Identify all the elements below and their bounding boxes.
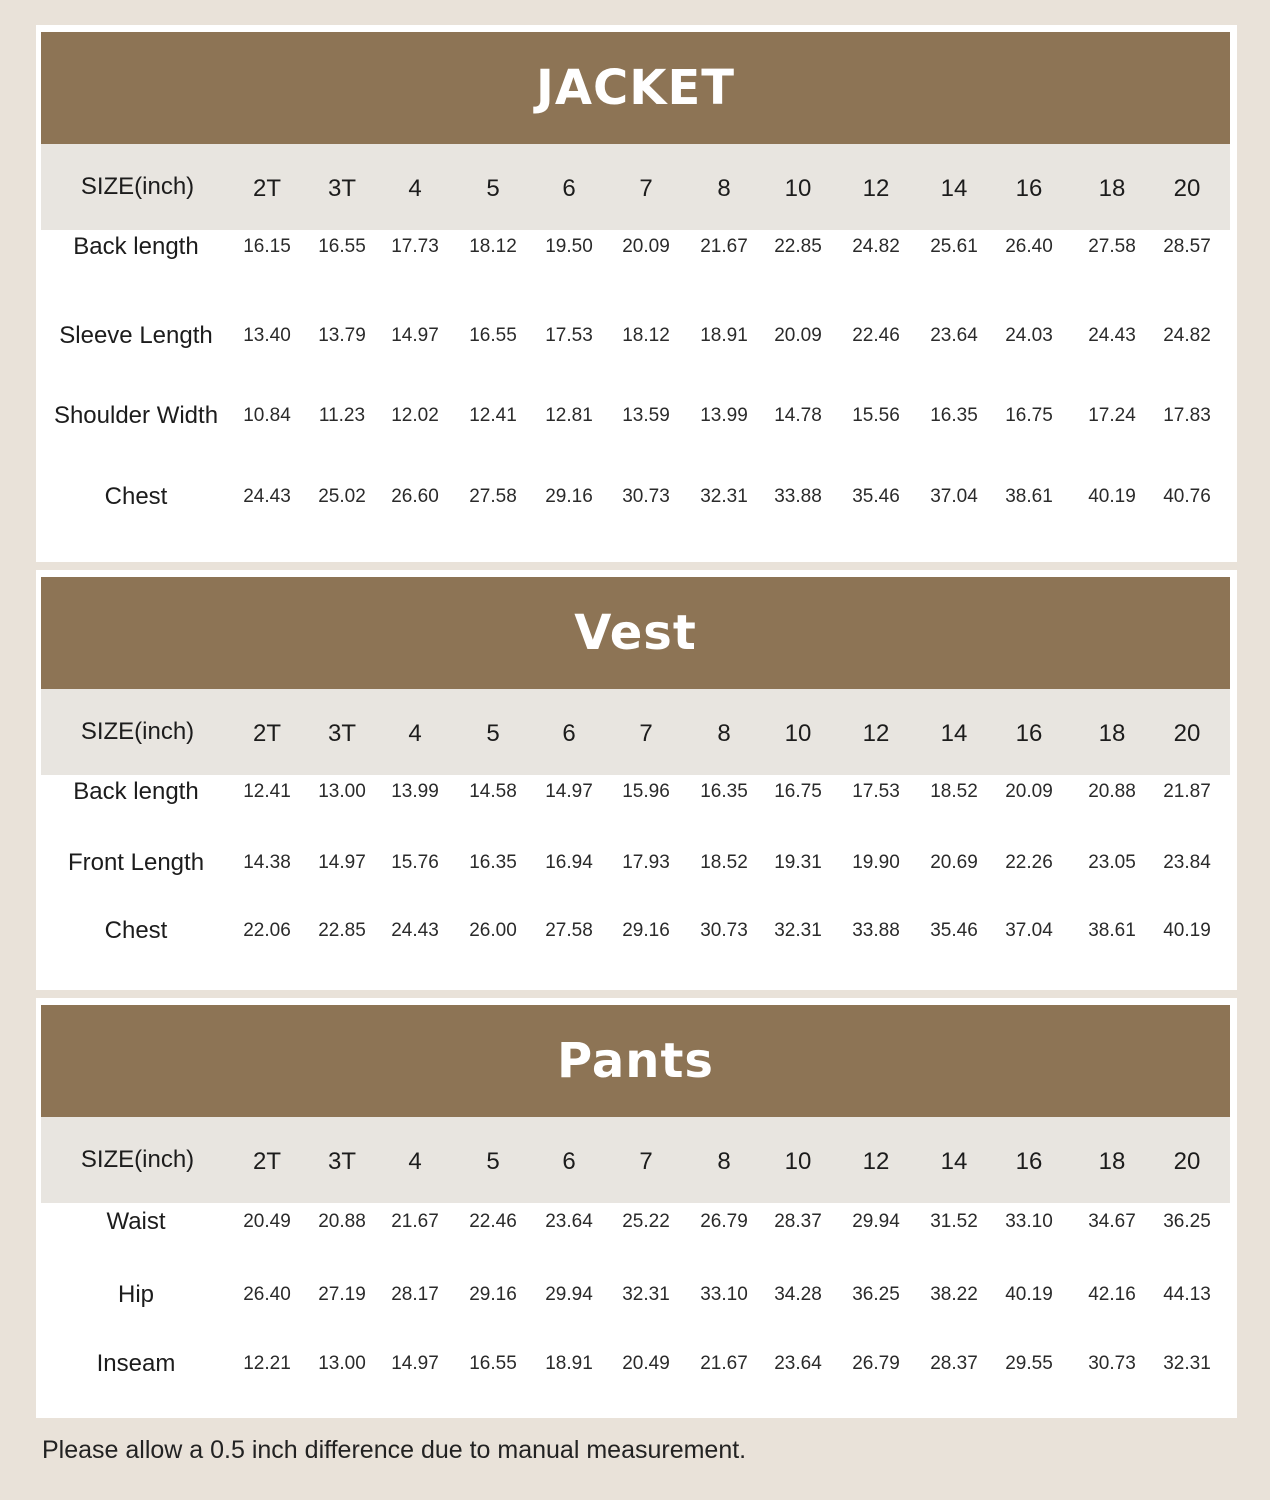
- table-cell: 13.99: [391, 781, 439, 802]
- size-header-cell: 12: [862, 1148, 890, 1175]
- table-cell: 34.28: [774, 1284, 822, 1305]
- table-cell: 26.40: [1005, 236, 1053, 257]
- table-cell: 24.82: [1163, 325, 1211, 346]
- table-cell: 29.16: [469, 1284, 517, 1305]
- table-row: [36, 396, 1237, 436]
- row-label: Shoulder Width: [53, 402, 219, 429]
- table-cell: 35.46: [852, 486, 900, 507]
- pants-size-header-row: [41, 1117, 1230, 1203]
- table-row: [36, 1344, 1237, 1384]
- size-header-cell: 5: [486, 1148, 500, 1175]
- table-cell: 40.76: [1163, 486, 1211, 507]
- table-row: [36, 1275, 1237, 1315]
- table-cell: 16.15: [243, 236, 291, 257]
- table-cell: 20.88: [318, 1211, 366, 1232]
- pants-title: Pants: [557, 1033, 714, 1089]
- table-cell: 12.21: [243, 1353, 291, 1374]
- table-cell: 38.22: [930, 1284, 978, 1305]
- size-header-cell: 14: [940, 175, 968, 202]
- table-cell: 25.02: [318, 486, 366, 507]
- size-header-cell: 8: [717, 175, 731, 202]
- row-label: Hip: [117, 1281, 154, 1308]
- size-header-cell: 5: [486, 175, 500, 202]
- table-cell: 23.84: [1163, 852, 1211, 873]
- row-label: Chest: [104, 917, 168, 944]
- table-cell: 21.67: [391, 1211, 439, 1232]
- table-cell: 32.31: [1163, 1353, 1211, 1374]
- size-header-cell: 4: [408, 175, 422, 202]
- size-header-cell: 20: [1173, 720, 1201, 747]
- size-header-cell: 10: [784, 720, 812, 747]
- table-cell: 30.73: [622, 486, 670, 507]
- table-cell: 36.25: [852, 1284, 900, 1305]
- table-cell: 32.31: [700, 486, 748, 507]
- table-row: [36, 477, 1237, 517]
- table-cell: 20.09: [1005, 781, 1053, 802]
- table-cell: 33.10: [700, 1284, 748, 1305]
- table-row: [36, 316, 1237, 356]
- table-cell: 38.61: [1088, 920, 1136, 941]
- table-cell: 12.81: [545, 405, 593, 426]
- table-cell: 29.94: [852, 1211, 900, 1232]
- table-cell: 21.67: [700, 236, 748, 257]
- row-label: Inseam: [96, 1350, 176, 1377]
- table-cell: 35.46: [930, 920, 978, 941]
- table-cell: 34.67: [1088, 1211, 1136, 1232]
- size-header-cell: 2T: [252, 175, 281, 202]
- table-cell: 23.64: [774, 1353, 822, 1374]
- vest-title: Vest: [574, 605, 697, 661]
- table-cell: 22.26: [1005, 852, 1053, 873]
- table-cell: 31.52: [930, 1211, 978, 1232]
- table-cell: 20.49: [243, 1211, 291, 1232]
- table-cell: 19.31: [774, 852, 822, 873]
- table-cell: 22.06: [243, 920, 291, 941]
- table-cell: 26.79: [852, 1353, 900, 1374]
- table-cell: 18.52: [700, 852, 748, 873]
- table-cell: 24.03: [1005, 325, 1053, 346]
- table-cell: 11.23: [318, 405, 366, 426]
- table-cell: 26.00: [469, 920, 517, 941]
- table-cell: 13.40: [243, 325, 291, 346]
- table-cell: 13.00: [318, 781, 366, 802]
- table-cell: 40.19: [1163, 920, 1211, 941]
- size-header-cell: 6: [562, 175, 576, 202]
- table-cell: 16.75: [774, 781, 822, 802]
- table-cell: 38.61: [1005, 486, 1053, 507]
- table-cell: 14.58: [469, 781, 517, 802]
- table-cell: 16.55: [469, 1353, 517, 1374]
- table-cell: 13.79: [318, 325, 366, 346]
- table-cell: 40.19: [1005, 1284, 1053, 1305]
- table-cell: 17.53: [545, 325, 593, 346]
- table-cell: 17.53: [852, 781, 900, 802]
- table-cell: 12.41: [243, 781, 291, 802]
- size-header-cell: 8: [717, 1148, 731, 1175]
- table-row: [36, 1202, 1237, 1242]
- table-cell: 20.09: [622, 236, 670, 257]
- size-header-cell: 14: [940, 1148, 968, 1175]
- table-cell: 21.67: [700, 1353, 748, 1374]
- table-cell: 14.38: [243, 852, 291, 873]
- size-header-cell: 18: [1098, 175, 1126, 202]
- table-cell: 16.35: [930, 405, 978, 426]
- table-cell: 25.22: [622, 1211, 670, 1232]
- table-cell: 29.16: [545, 486, 593, 507]
- table-cell: 18.12: [469, 236, 517, 257]
- size-header-cell: 10: [784, 1148, 812, 1175]
- size-header-cell: 12: [862, 175, 890, 202]
- vest-banner: [41, 577, 1230, 689]
- table-cell: 32.31: [622, 1284, 670, 1305]
- table-cell: 20.49: [622, 1353, 670, 1374]
- table-cell: 14.97: [391, 325, 439, 346]
- size-header-cell: 3T: [327, 1148, 356, 1175]
- size-header-cell: 12: [862, 720, 890, 747]
- table-cell: 28.37: [774, 1211, 822, 1232]
- table-cell: 13.00: [318, 1353, 366, 1374]
- table-cell: 30.73: [700, 920, 748, 941]
- size-header-cell: 4: [408, 720, 422, 747]
- size-header-cell: 14: [940, 720, 968, 747]
- jacket-size-table: [36, 25, 1237, 562]
- table-cell: 17.83: [1163, 405, 1211, 426]
- jacket-banner: [41, 32, 1230, 144]
- table-cell: 24.43: [243, 486, 291, 507]
- size-header-cell: 8: [717, 720, 731, 747]
- table-cell: 37.04: [930, 486, 978, 507]
- table-cell: 19.90: [852, 852, 900, 873]
- size-header-cell: 3T: [327, 175, 356, 202]
- row-label: Front Length: [67, 849, 205, 876]
- table-cell: 20.09: [774, 325, 822, 346]
- table-cell: 42.16: [1088, 1284, 1136, 1305]
- table-cell: 29.16: [622, 920, 670, 941]
- size-header-label: SIZE(inch): [80, 173, 195, 200]
- table-cell: 18.91: [700, 325, 748, 346]
- size-header-cell: 10: [784, 175, 812, 202]
- table-cell: 19.50: [545, 236, 593, 257]
- table-cell: 33.88: [852, 920, 900, 941]
- table-cell: 25.61: [930, 236, 978, 257]
- table-cell: 14.97: [318, 852, 366, 873]
- table-cell: 33.88: [774, 486, 822, 507]
- row-label: Chest: [104, 483, 168, 510]
- size-header-label: SIZE(inch): [80, 718, 195, 745]
- table-row: [36, 911, 1237, 951]
- table-cell: 14.97: [545, 781, 593, 802]
- table-cell: 12.41: [469, 405, 517, 426]
- table-cell: 37.04: [1005, 920, 1053, 941]
- size-header-cell: 16: [1015, 1148, 1043, 1175]
- size-header-cell: 18: [1098, 1148, 1126, 1175]
- table-cell: 13.99: [700, 405, 748, 426]
- table-cell: 27.58: [469, 486, 517, 507]
- size-header-cell: 6: [562, 1148, 576, 1175]
- table-cell: 16.55: [469, 325, 517, 346]
- table-cell: 22.46: [469, 1211, 517, 1232]
- table-cell: 15.76: [391, 852, 439, 873]
- size-header-cell: 20: [1173, 1148, 1201, 1175]
- table-cell: 36.25: [1163, 1211, 1211, 1232]
- table-cell: 14.97: [391, 1353, 439, 1374]
- table-row: [36, 843, 1237, 883]
- table-cell: 13.59: [622, 405, 670, 426]
- table-cell: 23.64: [545, 1211, 593, 1232]
- table-cell: 10.84: [243, 405, 291, 426]
- table-cell: 17.73: [391, 236, 439, 257]
- table-cell: 20.88: [1088, 781, 1136, 802]
- table-cell: 44.13: [1163, 1284, 1211, 1305]
- table-cell: 22.85: [774, 236, 822, 257]
- table-cell: 24.43: [391, 920, 439, 941]
- size-header-cell: 2T: [252, 720, 281, 747]
- table-cell: 16.35: [469, 852, 517, 873]
- row-label: Back length: [73, 778, 199, 805]
- table-cell: 27.58: [1088, 236, 1136, 257]
- table-cell: 16.75: [1005, 405, 1053, 426]
- size-header-cell: 18: [1098, 720, 1126, 747]
- table-cell: 27.19: [318, 1284, 366, 1305]
- row-label: Back length: [73, 233, 199, 260]
- table-cell: 20.69: [930, 852, 978, 873]
- jacket-title: JACKET: [536, 60, 735, 116]
- vest-size-table: [36, 570, 1237, 990]
- table-cell: 26.40: [243, 1284, 291, 1305]
- vest-size-header-row: [41, 689, 1230, 775]
- table-cell: 22.85: [318, 920, 366, 941]
- table-cell: 24.43: [1088, 325, 1136, 346]
- table-cell: 22.46: [852, 325, 900, 346]
- table-cell: 28.17: [391, 1284, 439, 1305]
- table-cell: 16.55: [318, 236, 366, 257]
- size-header-cell: 20: [1173, 175, 1201, 202]
- size-header-cell: 7: [639, 175, 653, 202]
- size-header-cell: 16: [1015, 720, 1043, 747]
- table-cell: 26.79: [700, 1211, 748, 1232]
- table-cell: 33.10: [1005, 1211, 1053, 1232]
- table-cell: 23.05: [1088, 852, 1136, 873]
- jacket-size-header-row: [41, 144, 1230, 230]
- size-header-cell: 5: [486, 720, 500, 747]
- table-cell: 17.93: [622, 852, 670, 873]
- table-cell: 28.57: [1163, 236, 1211, 257]
- row-label: Sleeve Length: [59, 322, 213, 349]
- size-header-cell: 6: [562, 720, 576, 747]
- table-cell: 27.58: [545, 920, 593, 941]
- measurement-note: Please allow a 0.5 inch difference due to manual measurement.: [42, 1436, 747, 1464]
- table-row: [36, 227, 1237, 267]
- table-cell: 18.91: [545, 1353, 593, 1374]
- size-header-cell: 4: [408, 1148, 422, 1175]
- table-cell: 24.82: [852, 236, 900, 257]
- table-cell: 32.31: [774, 920, 822, 941]
- pants-size-table: [36, 998, 1237, 1418]
- table-cell: 29.94: [545, 1284, 593, 1305]
- table-cell: 12.02: [391, 405, 439, 426]
- table-cell: 17.24: [1088, 405, 1136, 426]
- table-cell: 15.56: [852, 405, 900, 426]
- table-cell: 16.35: [700, 781, 748, 802]
- table-cell: 16.94: [545, 852, 593, 873]
- size-header-cell: 2T: [252, 1148, 281, 1175]
- table-cell: 18.12: [622, 325, 670, 346]
- table-cell: 21.87: [1163, 781, 1211, 802]
- size-header-cell: 3T: [327, 720, 356, 747]
- table-cell: 18.52: [930, 781, 978, 802]
- pants-banner: [41, 1005, 1230, 1117]
- table-cell: 40.19: [1088, 486, 1136, 507]
- size-header-cell: 7: [639, 1148, 653, 1175]
- table-cell: 14.78: [774, 405, 822, 426]
- table-cell: 26.60: [391, 486, 439, 507]
- table-row: [36, 772, 1237, 812]
- table-cell: 29.55: [1005, 1353, 1053, 1374]
- size-header-label: SIZE(inch): [80, 1146, 195, 1173]
- table-cell: 23.64: [930, 325, 978, 346]
- table-cell: 28.37: [930, 1353, 978, 1374]
- table-cell: 30.73: [1088, 1353, 1136, 1374]
- size-header-cell: 7: [639, 720, 653, 747]
- table-cell: 15.96: [622, 781, 670, 802]
- row-label: Waist: [106, 1208, 166, 1235]
- size-header-cell: 16: [1015, 175, 1043, 202]
